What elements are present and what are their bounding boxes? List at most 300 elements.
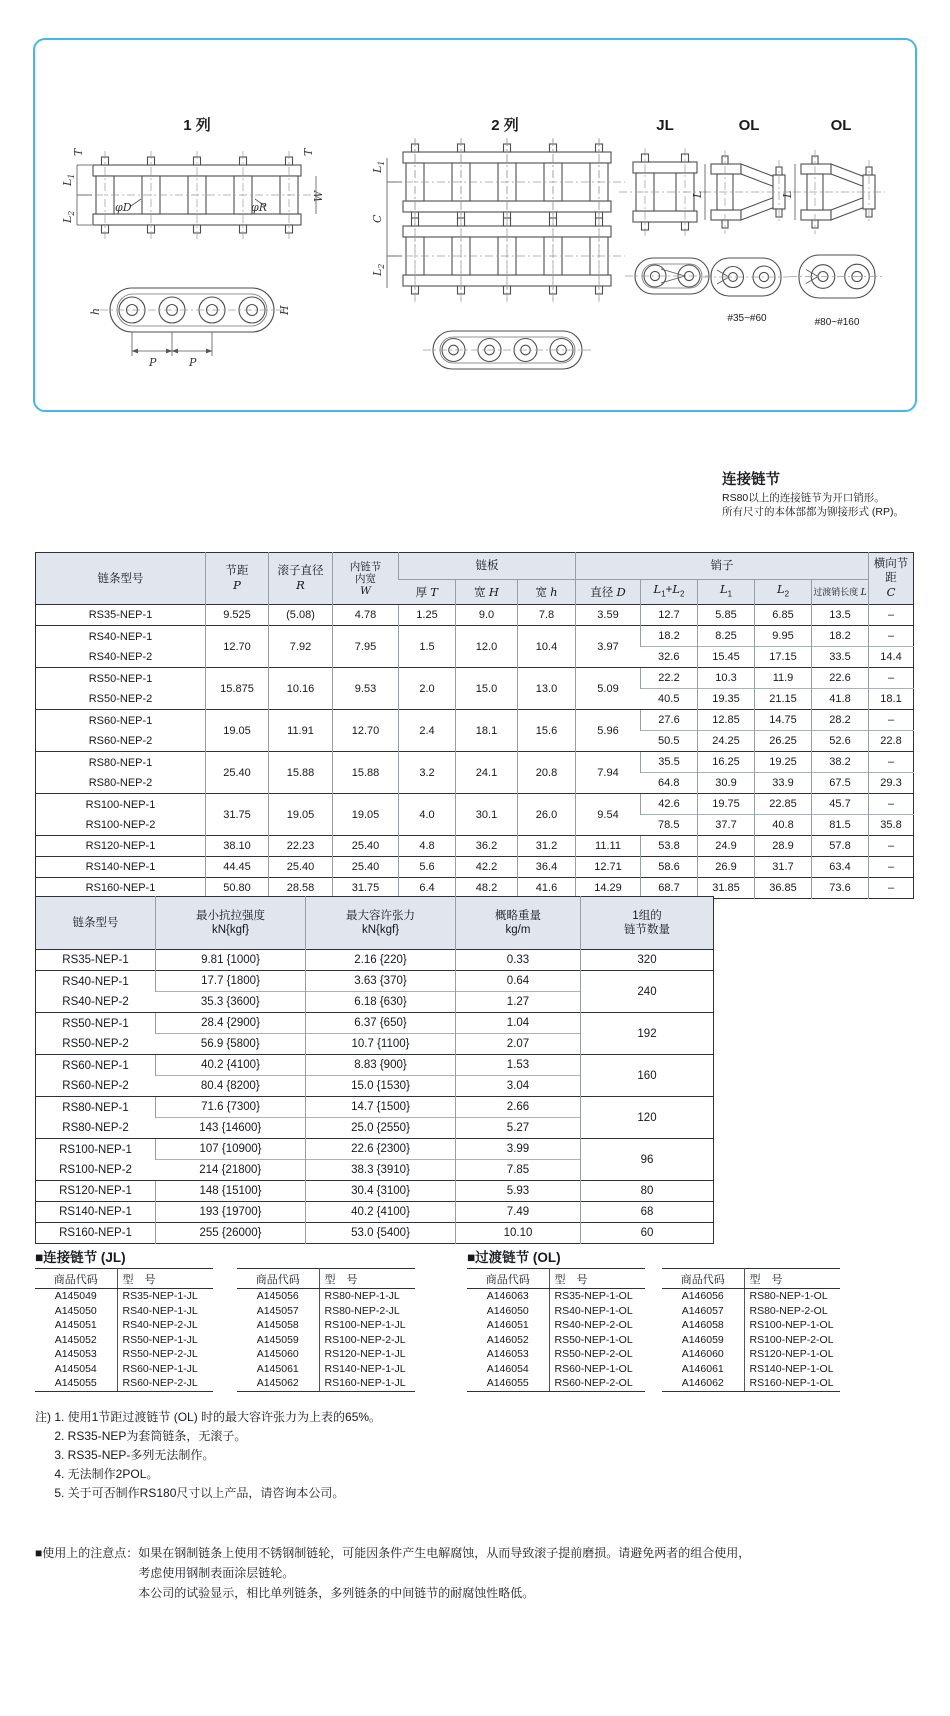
chain-model-cell: RS60-NEP-1 RS60-NEP-2	[36, 710, 206, 752]
table-row	[35, 1333, 213, 1348]
dim-cell: 25.40	[333, 857, 399, 878]
dim-label-L2: $L_2$	[371, 263, 386, 276]
dim-label-h: h	[89, 307, 102, 315]
dim-cell: 24.9	[698, 836, 755, 857]
dim-cell: 38.10	[206, 836, 269, 857]
table-row	[36, 1055, 714, 1076]
dim-cell: 7.94	[576, 752, 641, 794]
table-row	[36, 1223, 714, 1244]
strength-cell: 8.83 {900}	[306, 1055, 456, 1076]
dim-cell: 19.75	[698, 794, 755, 815]
col-header-links-per-unit: 1组的 链节数量	[581, 897, 714, 950]
dim-label-T: T	[302, 148, 315, 156]
dim-cell: 11.9	[755, 668, 812, 689]
dim-cell: 19.05	[206, 710, 269, 752]
usage-caution-text	[138, 1543, 750, 1603]
table-row	[237, 1318, 415, 1333]
product-code-cell: A146060	[662, 1347, 744, 1362]
dim-cell: 8.25	[698, 626, 755, 647]
usage-caution-line1: 如果在钢制链条上使用不锈钢制链轮，可能因条件产生电解腐蚀，从而导致滚子提前磨损。请避免两者的组合使用，	[138, 1546, 751, 1560]
strength-cell: 14.7 {1500}	[306, 1097, 456, 1118]
product-code-cell: A145055	[35, 1376, 117, 1391]
product-code-cell: A146053	[467, 1347, 549, 1362]
model-number-cell: RS120-NEP-1-OL	[749, 1348, 834, 1361]
dim-cell: –	[869, 668, 914, 689]
table-row	[35, 1318, 213, 1333]
strength-cell: 71.6 {7300}	[156, 1097, 306, 1118]
single-strand-label: 1 列	[183, 117, 211, 134]
chain-model-cell: RS50-NEP-1 RS50-NEP-2	[36, 668, 206, 710]
chain-model-cell: RS35-NEP-1	[36, 605, 206, 626]
strength-cell: 9.81 {1000}	[156, 950, 306, 971]
double-strand-label: 2 列	[491, 117, 519, 134]
strength-cell: 2.66	[456, 1097, 581, 1118]
single-strand-diagram	[61, 117, 325, 369]
table-row	[237, 1289, 415, 1304]
strength-cell: 0.64	[456, 971, 581, 992]
strength-cell: 255 {26000}	[156, 1223, 306, 1244]
dim-cell: 2.0	[399, 668, 456, 710]
strength-cell: 0.33	[456, 950, 581, 971]
dim-cell: 24.1	[456, 752, 518, 794]
model-number-cell: RS80-NEP-1-OL	[749, 1290, 828, 1303]
dim-cell: –	[869, 878, 914, 899]
model-number-cell: RS40-NEP-1-OL	[554, 1304, 633, 1317]
model-number-cell: RS80-NEP-1-JL	[324, 1290, 400, 1303]
dim-cell: 18.2	[812, 626, 869, 647]
dim-cell: 68.7	[641, 878, 698, 899]
table-row	[36, 971, 714, 992]
table-row	[662, 1333, 840, 1348]
dim-cell: 33.9	[755, 773, 812, 794]
dim-cell: 10.3	[698, 668, 755, 689]
product-code-cell: A146063	[467, 1289, 549, 1304]
model-number-cell: RS140-NEP-1-OL	[749, 1362, 834, 1375]
table-row	[237, 1304, 415, 1319]
links-count-cell: 240	[581, 971, 714, 1013]
strength-table	[35, 896, 714, 1244]
dim-cell: 38.2	[812, 752, 869, 773]
dim-cell: 53.8	[641, 836, 698, 857]
chain-diagrams	[35, 40, 915, 410]
product-code-cell: A145062	[237, 1376, 319, 1391]
dim-cell: 4.0	[399, 794, 456, 836]
product-code-cell: A145058	[237, 1318, 319, 1333]
chain-model-cell: RS100-NEP-1 RS100-NEP-2	[36, 1139, 156, 1181]
dim-cell: 15.88	[333, 752, 399, 794]
dim-cell: 22.6	[812, 668, 869, 689]
dim-cell: 19.05	[269, 794, 333, 836]
chain-model-cell: RS35-NEP-1	[36, 950, 156, 971]
dim-cell: –	[869, 605, 914, 626]
dimension-table	[35, 552, 914, 899]
dim-cell: 41.8	[812, 689, 869, 710]
chain-model-cell: RS50-NEP-1 RS50-NEP-2	[36, 1013, 156, 1055]
header-row	[237, 1269, 415, 1289]
dim-cell: 9.525	[206, 605, 269, 626]
header-row	[35, 1269, 213, 1289]
strength-cell: 1.53	[456, 1055, 581, 1076]
links-count-cell: 192	[581, 1013, 714, 1055]
links-count-cell: 68	[581, 1202, 714, 1223]
product-code-cell: A146051	[467, 1318, 549, 1333]
jl-label: JL	[656, 117, 674, 134]
chain-model-cell: RS140-NEP-1	[36, 857, 206, 878]
dim-cell: 27.6	[641, 710, 698, 731]
table-row	[467, 1347, 645, 1362]
dim-cell: 25.40	[206, 752, 269, 794]
dim-cell: 12.70	[333, 710, 399, 752]
table-row	[467, 1333, 645, 1348]
dim-cell: 10.4	[518, 626, 576, 668]
product-code-cell: A145059	[237, 1333, 319, 1348]
dim-label-P: P	[189, 356, 197, 369]
dim-cell: 52.6	[812, 731, 869, 752]
table-row	[36, 857, 914, 878]
chain-model-cell: RS80-NEP-1 RS80-NEP-2	[36, 1097, 156, 1139]
col-header-min-tensile-strength: 最小抗拉强度 kN{kgf}	[156, 897, 306, 950]
notes-block	[35, 1408, 381, 1503]
product-code-cell: A145050	[35, 1304, 117, 1319]
product-code-cell: A146050	[467, 1304, 549, 1319]
dim-cell: 36.85	[755, 878, 812, 899]
model-number-cell: RS60-NEP-2-JL	[117, 1376, 213, 1391]
table-row	[467, 1289, 645, 1304]
model-number-cell: RS40-NEP-1-JL	[122, 1304, 198, 1317]
dim-cell: 5.96	[576, 710, 641, 752]
dim-cell: 24.25	[698, 731, 755, 752]
table-row	[662, 1304, 840, 1319]
header-row	[662, 1269, 840, 1289]
links-count-cell: 60	[581, 1223, 714, 1244]
dim-cell: 17.15	[755, 647, 812, 668]
strength-cell: 10.7 {1100}	[306, 1034, 456, 1055]
product-code-cell: A145054	[35, 1362, 117, 1377]
product-code-cell: A145060	[237, 1347, 319, 1362]
dim-cell: 48.2	[456, 878, 518, 899]
col-header-chain-model: 链条型号	[36, 897, 156, 950]
table-row	[662, 1347, 840, 1362]
dim-label-T: T	[72, 148, 85, 156]
dim-cell: 30.1	[456, 794, 518, 836]
col-header-model-number: 型 号	[117, 1269, 213, 1289]
links-count-cell: 120	[581, 1097, 714, 1139]
dim-cell: 14.4	[869, 647, 914, 668]
dim-cell: 30.9	[698, 773, 755, 794]
dim-cell: 42.6	[641, 794, 698, 815]
dim-cell: 35.8	[869, 815, 914, 836]
dim-cell: 31.2	[518, 836, 576, 857]
product-code-cell: A145052	[35, 1333, 117, 1348]
table-row	[36, 710, 914, 731]
strength-cell: 30.4 {3100}	[306, 1181, 456, 1202]
table-row	[36, 1181, 714, 1202]
dim-cell: 3.2	[399, 752, 456, 794]
jl-code-table-1	[35, 1268, 213, 1392]
dim-cell: 9.95	[755, 626, 812, 647]
dim-cell: –	[869, 836, 914, 857]
connecting-link-note-title: 连接链节	[722, 472, 780, 488]
dim-label-L: L	[781, 190, 794, 198]
dim-cell: 22.85	[755, 794, 812, 815]
dim-cell: 3.59	[576, 605, 641, 626]
dim-cell: 22.23	[269, 836, 333, 857]
dim-cell: 78.5	[641, 815, 698, 836]
range-large-label: #80~#160	[814, 317, 860, 328]
model-number-cell: RS120-NEP-1-JL	[324, 1348, 406, 1361]
dim-cell: 35.5	[641, 752, 698, 773]
strength-cell: 3.99	[456, 1139, 581, 1160]
table-row	[237, 1376, 415, 1391]
table-row	[36, 626, 914, 647]
dim-cell: 25.40	[333, 836, 399, 857]
col-header-pin-l2: $L_2$	[755, 580, 812, 605]
strength-cell: 53.0 {5400}	[306, 1223, 456, 1244]
ol-link-diagram-large	[781, 117, 885, 328]
table-row	[36, 1202, 714, 1223]
col-header-pitch: 节距 P	[206, 553, 269, 605]
dim-cell: 2.4	[399, 710, 456, 752]
strength-cell: 3.63 {370}	[306, 971, 456, 992]
table-row	[237, 1333, 415, 1348]
dim-cell: 6.85	[755, 605, 812, 626]
dim-cell: 11.91	[269, 710, 333, 752]
product-code-cell: A145061	[237, 1362, 319, 1377]
col-header-product-code: 商品代码	[662, 1269, 744, 1289]
dim-cell: 57.8	[812, 836, 869, 857]
strength-cell: 6.18 {630}	[306, 992, 456, 1013]
dim-cell: 15.88	[269, 752, 333, 794]
connecting-link-note-line2: 所有尺寸的本体部都为铆接形式 (RP)。	[722, 505, 904, 518]
strength-cell: 6.37 {650}	[306, 1013, 456, 1034]
note-item: 3. RS35-NEP-多列无法制作。	[54, 1448, 215, 1462]
strength-cell: 40.2 {4100}	[156, 1055, 306, 1076]
dim-cell: 37.7	[698, 815, 755, 836]
table-row	[36, 668, 914, 689]
connecting-link-note-line1: RS80以上的连接链节为开口销形。	[722, 492, 885, 504]
dim-cell: 21.15	[755, 689, 812, 710]
table-row	[467, 1318, 645, 1333]
table-row	[35, 1376, 213, 1391]
chain-model-cell: RS60-NEP-1 RS60-NEP-2	[36, 1055, 156, 1097]
table-row	[35, 1362, 213, 1377]
dim-cell: 22.2	[641, 668, 698, 689]
header-row	[36, 897, 714, 950]
chain-model-cell: RS100-NEP-1 RS100-NEP-2	[36, 794, 206, 836]
dim-cell: 40.8	[755, 815, 812, 836]
model-number-cell: RS60-NEP-1-JL	[122, 1362, 198, 1375]
dim-cell: 13.0	[518, 668, 576, 710]
chain-model-cell: RS120-NEP-1	[36, 836, 206, 857]
model-number-cell: RS160-NEP-1-OL	[744, 1376, 840, 1391]
usage-caution-line3: 本公司的试验显示，相比单列链条，多列链条的中间链节的耐腐蚀性略低。	[138, 1586, 535, 1600]
usage-caution-line2: 考虑使用钢制表面涂层链轮。	[138, 1566, 295, 1580]
dim-cell: 31.7	[755, 857, 812, 878]
dim-cell: 18.2	[641, 626, 698, 647]
table-row	[36, 836, 914, 857]
col-header-plate-t: 厚 T	[399, 580, 456, 605]
table-row	[35, 1304, 213, 1319]
strength-cell: 3.04	[456, 1076, 581, 1097]
table-row	[467, 1376, 645, 1391]
strength-cell: 56.9 {5800}	[156, 1034, 306, 1055]
strength-cell: 1.04	[456, 1013, 581, 1034]
ol-small-label: OL	[738, 117, 760, 134]
table-row	[36, 950, 714, 971]
table-row	[237, 1362, 415, 1377]
dim-cell: 16.25	[698, 752, 755, 773]
dim-cell: 4.8	[399, 836, 456, 857]
dim-cell: 28.58	[269, 878, 333, 899]
col-header-model-number: 型 号	[549, 1269, 645, 1289]
dim-cell: 9.54	[576, 794, 641, 836]
table-row	[35, 1289, 213, 1304]
dim-cell: 50.5	[641, 731, 698, 752]
strength-cell: 5.93	[456, 1181, 581, 1202]
model-number-cell: RS50-NEP-2-OL	[554, 1348, 633, 1361]
strength-cell: 214 {21800}	[156, 1160, 306, 1181]
col-header-pin-l1l2: $L_1+L_2$	[641, 580, 698, 605]
links-count-cell: 160	[581, 1055, 714, 1097]
col-header-chain-model: 链条型号	[36, 553, 206, 605]
dim-cell: 12.70	[206, 626, 269, 668]
ol-section-title: ■过渡链节 (OL)	[467, 1250, 561, 1265]
dim-cell: 31.75	[333, 878, 399, 899]
double-strand-diagram	[371, 117, 625, 369]
usage-caution	[35, 1543, 750, 1603]
links-count-cell: 80	[581, 1181, 714, 1202]
dim-cell: 31.85	[698, 878, 755, 899]
product-code-cell: A146054	[467, 1362, 549, 1377]
dim-cell: –	[869, 752, 914, 773]
notes-prefix: 注)	[35, 1410, 55, 1424]
dim-cell: 40.5	[641, 689, 698, 710]
dim-cell: 15.6	[518, 710, 576, 752]
strength-cell: 2.16 {220}	[306, 950, 456, 971]
model-number-cell: RS50-NEP-1-JL	[122, 1333, 198, 1346]
strength-cell: 28.4 {2900}	[156, 1013, 306, 1034]
dim-cell: 67.5	[812, 773, 869, 794]
note-item: 4. 无法制作2POL。	[54, 1467, 159, 1481]
dim-cell: 15.45	[698, 647, 755, 668]
diagram-panel	[33, 38, 917, 412]
product-code-cell: A146057	[662, 1304, 744, 1319]
col-header-max-allowable-load: 最大容许张力 kN{kgf}	[306, 897, 456, 950]
chain-model-cell: RS160-NEP-1	[36, 1223, 156, 1244]
table-row	[467, 1362, 645, 1377]
col-header-approx-weight: 概略重量 kg/m	[456, 897, 581, 950]
dim-cell: 18.1	[456, 710, 518, 752]
header-row	[36, 553, 914, 580]
dim-cell: 81.5	[812, 815, 869, 836]
col-header-link-plate-group: 链板	[399, 553, 576, 580]
dim-cell: 64.8	[641, 773, 698, 794]
dim-cell: 11.11	[576, 836, 641, 857]
product-code-cell: A146062	[662, 1376, 744, 1391]
model-number-cell: RS35-NEP-1-OL	[554, 1290, 633, 1303]
table-row	[36, 605, 914, 626]
dim-cell: 13.5	[812, 605, 869, 626]
dim-cell: –	[869, 794, 914, 815]
strength-cell: 10.10	[456, 1223, 581, 1244]
model-number-cell: RS60-NEP-1-OL	[554, 1362, 633, 1375]
notes-items	[54, 1408, 381, 1503]
header-row	[467, 1269, 645, 1289]
dim-cell: 5.6	[399, 857, 456, 878]
dim-cell: 63.4	[812, 857, 869, 878]
table-row	[662, 1318, 840, 1333]
col-header-model-number: 型 号	[319, 1269, 415, 1289]
dim-cell: 6.4	[399, 878, 456, 899]
col-header-pin-ol: 过渡销长度 L	[812, 580, 869, 605]
col-header-roller-diameter: 滚子直径 R	[269, 553, 333, 605]
col-header-product-code: 商品代码	[237, 1269, 319, 1289]
product-code-cell: A145049	[35, 1289, 117, 1304]
dim-cell: 4.78	[333, 605, 399, 626]
chain-model-cell: RS80-NEP-1 RS80-NEP-2	[36, 752, 206, 794]
strength-cell: 1.27	[456, 992, 581, 1013]
jl-section-title: ■连接链节 (JL)	[35, 1250, 126, 1265]
model-number-cell: RS100-NEP-2-OL	[749, 1333, 834, 1346]
dim-label-P: P	[149, 356, 157, 369]
model-number-cell: RS40-NEP-2-JL	[122, 1319, 198, 1332]
links-count-cell: 320	[581, 950, 714, 971]
dim-cell: 9.53	[333, 668, 399, 710]
product-code-cell: A146055	[467, 1376, 549, 1391]
dim-cell: 3.97	[576, 626, 641, 668]
product-code-cell: A146061	[662, 1362, 744, 1377]
dim-cell: 1.25	[399, 605, 456, 626]
dim-cell: 28.2	[812, 710, 869, 731]
dim-cell: (5.08)	[269, 605, 333, 626]
chain-model-cell: RS40-NEP-1 RS40-NEP-2	[36, 626, 206, 668]
links-count-cell: 96	[581, 1139, 714, 1181]
dim-cell: 26.0	[518, 794, 576, 836]
table-row	[662, 1289, 840, 1304]
range-small-label: #35~#60	[727, 313, 767, 324]
dim-cell: 10.16	[269, 668, 333, 710]
model-number-cell: RS35-NEP-1-JL	[122, 1290, 198, 1303]
col-header-pin-l1: $L_1$	[698, 580, 755, 605]
chain-model-cell: RS140-NEP-1	[36, 1202, 156, 1223]
dim-cell: 12.85	[698, 710, 755, 731]
model-number-cell: RS60-NEP-2-OL	[549, 1376, 645, 1391]
dim-cell: 50.80	[206, 878, 269, 899]
note-item: 5. 关于可否制作RS180尺寸以上产品，请咨询本公司。	[54, 1486, 345, 1500]
col-header-product-code: 商品代码	[35, 1269, 117, 1289]
col-header-plate-h: 宽 h	[518, 580, 576, 605]
dim-label-φR: φR	[251, 201, 267, 214]
dim-cell: 19.35	[698, 689, 755, 710]
model-number-cell: RS80-NEP-2-JL	[324, 1304, 400, 1317]
chain-model-cell: RS40-NEP-1 RS40-NEP-2	[36, 971, 156, 1013]
dim-cell: 9.0	[456, 605, 518, 626]
note-item: 2. RS35-NEP为套筒链条，无滚子。	[54, 1429, 247, 1443]
strength-cell: 35.3 {3600}	[156, 992, 306, 1013]
dim-cell: 41.6	[518, 878, 576, 899]
strength-cell: 22.6 {2300}	[306, 1139, 456, 1160]
dim-label-φD: φD	[115, 201, 132, 214]
jl-code-table-2	[237, 1268, 415, 1392]
table-row	[36, 1139, 714, 1160]
strength-cell: 17.7 {1800}	[156, 971, 306, 992]
dim-cell: –	[869, 626, 914, 647]
model-number-cell: RS140-NEP-1-JL	[324, 1362, 406, 1375]
model-number-cell: RS160-NEP-1-JL	[319, 1376, 415, 1391]
dim-label-L1: $L_1$	[61, 173, 76, 186]
strength-cell: 7.49	[456, 1202, 581, 1223]
dim-cell: 73.6	[812, 878, 869, 899]
